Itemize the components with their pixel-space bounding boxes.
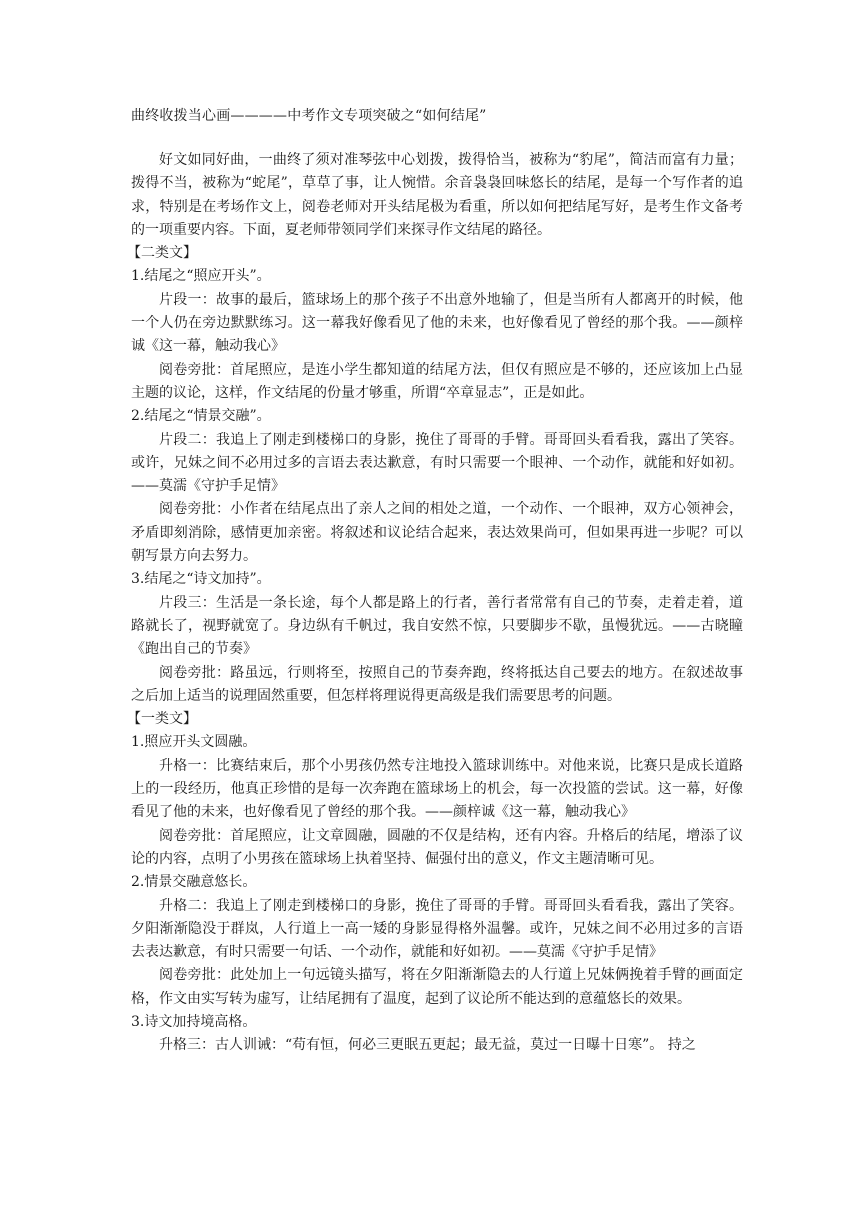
document-title: 曲终收拨当心画————中考作文专项突破之“如何结尾” — [131, 108, 487, 124]
section2-item-2-fragment: 片段二：我追上了刚走到楼梯口的身影，挽住了哥哥的手臂。哥哥回头看看我，露出了笑容。或许，兄妹之间不必用过多的言语去表达歉意，有时只需要一个眼神、一个动作，就能和好如初。——莫濡《守护手足情》 — [131, 431, 743, 495]
section1-item-2-fragment: 升格二：我追上了刚走到楼梯口的身影，挽住了哥哥的手臂。哥哥回头看看我，露出了笑容。夕阳渐渐隐没于群岚，人行道上一高一矮的身影显得格外温馨。或许，兄妹之间不必用过多的言语去表达歉意，有时只需要一句话、一个动作，就能和好如初。——莫濡《守护手足情》 — [131, 897, 743, 961]
section2-item-2-title: 2.结尾之“情景交融”。 — [131, 408, 271, 425]
intro-paragraph: 好文如同好曲，一曲终了须对准琴弦中心划拨，拨得恰当，被称为“豹尾”，简洁而富有力量；拨得不当，被称为“蛇尾”，草草了事，让人惋惜。余音袅袅回味悠长的结尾，是每一个写作者的追求，特别是在考场作文上，阅卷老师对开头结尾极为看重，所以如何把结尾写好，是考生作文备考的一项重要内容。下面，夏老师带领同学们来探寻作文结尾的路径。 — [131, 152, 743, 238]
section2-item-1-comment: 阅卷旁批：首尾照应，是连小学生都知道的结尾方法，但仅有照应是不够的，还应该加上凸显主题的议论，这样，作文结尾的份量才够重，所谓“卒章显志”，正是如此。 — [131, 361, 743, 401]
section1-item-2-comment: 阅卷旁批：此处加上一句远镜头描写，将在夕阳渐渐隐去的人行道上兄妹俩挽着手臂的画面定格，作文由实写转为虚写，让结尾拥有了温度，起到了议论所不能达到的意蕴悠长的效果。 — [131, 967, 743, 1007]
section1-item-2-title: 2.情景交融意悠长。 — [131, 874, 257, 891]
section2-item-2-comment: 阅卷旁批：小作者在结尾点出了亲人之间的相处之道，一个动作、一个眼神，双方心领神会，矛盾即刻消除，感情更加亲密。将叙述和议论结合起来，表达效果尚可，但如果再进一步呢？可以朝写景方向去努力。 — [131, 501, 743, 565]
section2-item-3-comment: 阅卷旁批：路虽远，行则将至，按照自己的节奏奔跑，终将抵达自己要去的地方。在叙述故事之后加上适当的说理固然重要，但怎样将理说得更高级是我们需要思考的问题。 — [131, 664, 743, 704]
section1-item-3-title: 3.诗文加持境高格。 — [131, 1013, 257, 1030]
section2-item-1-title: 1.结尾之“照应开头”。 — [131, 268, 271, 285]
section1-item-1-title: 1.照应开头文圆融。 — [131, 734, 257, 751]
section-heading-second-class: 【二类文】 — [127, 245, 197, 262]
section2-item-3-fragment: 片段三：生活是一条长途，每个人都是路上的行者，善行者常常有自己的节奏，走着走着，道路就长了，视野就宽了。身边纵有千帆过，我自安然不惊，只要脚步不歇，虽慢犹远。——古晓瞳《跑出自己的节奏》 — [131, 594, 743, 658]
section1-item-1-fragment: 升格一：比赛结束后，那个小男孩仍然专注地投入篮球训练中。对他来说，比赛只是成长道路上的一段经历，他真正珍惜的是每一次奔跑在篮球场上的机会，每一次投篮的尝试。这一幕，好像看见了他的未来，也好像看见了曾经的那个我。——颜梓诚《这一幕，触动我心》 — [131, 757, 743, 821]
section1-item-1-comment: 阅卷旁批：首尾照应，让文章圆融，圆融的不仅是结构，还有内容。升格后的结尾，增添了议论的内容，点明了小男孩在篮球场上执着坚持、倔强付出的意义，作文主题清晰可见。 — [131, 827, 743, 867]
section2-item-1-fragment: 片段一：故事的最后，篮球场上的那个孩子不出意外地输了，但是当所有人都离开的时候，他一个人仍在旁边默默练习。这一幕我好像看见了他的未来，也好像看见了曾经的那个我。——颜梓诚《这一幕，触动我心》 — [131, 291, 743, 355]
section2-item-3-title: 3.结尾之“诗文加持”。 — [131, 571, 271, 588]
section-heading-first-class: 【一类文】 — [127, 711, 197, 728]
section1-item-3-fragment: 升格三：古人训诫：“苟有恒，何必三更眠五更起；最无益，莫过一日曝十日寒”。 持之 — [159, 1037, 696, 1054]
document-page — [127, 105, 743, 1058]
